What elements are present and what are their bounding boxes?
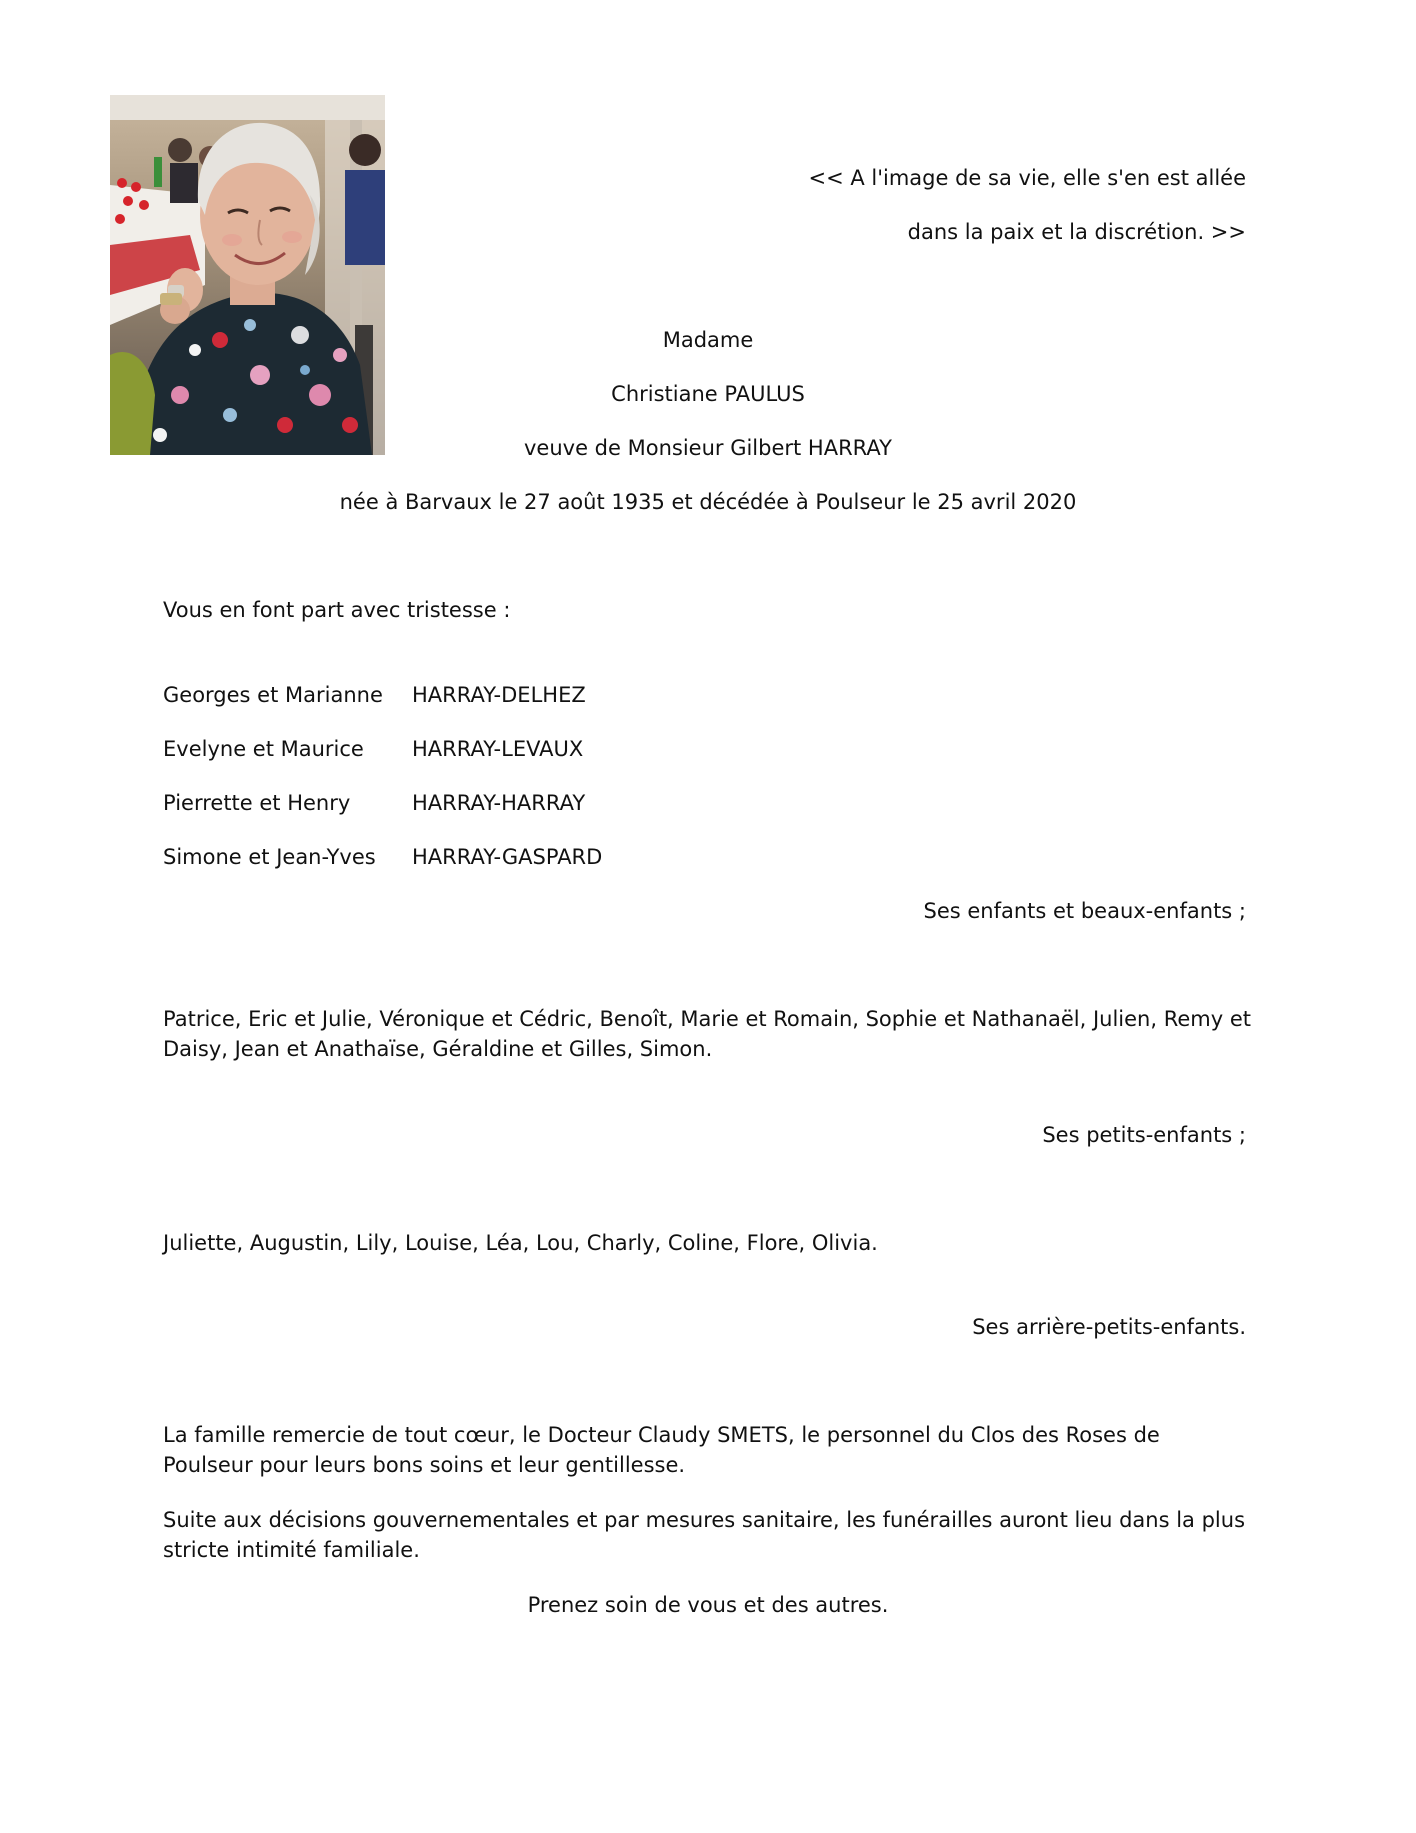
- child-names: Pierrette et Henry: [163, 791, 351, 815]
- deceased-title: Madame: [662, 328, 754, 352]
- deceased-widow-of: veuve de Monsieur Gilbert HARRAY: [524, 436, 892, 460]
- great-grandchildren-label: Ses arrière-petits-enfants.: [972, 1315, 1246, 1339]
- thanks-paragraph: La famille remercie de tout cœur, le Docteur Claudy SMETS, le personnel du Clos des Roses de Poulseur pour leurs bons soins et leur gentillesse.: [163, 1423, 1160, 1477]
- grandchildren-list: Patrice, Eric et Julie, Véronique et Cédric, Benoît, Marie et Romain, Sophie et Nathanaël, Julien, Remy et Daisy, Jean et Anathaïse, Géraldine et Gilles, Simon.: [163, 1007, 1251, 1061]
- great-grandchildren-list: Juliette, Augustin, Lily, Louise, Léa, Lou, Charly, Coline, Flore, Olivia.: [163, 1231, 878, 1255]
- child-names: Georges et Marianne: [163, 683, 383, 707]
- child-family: HARRAY-LEVAUX: [412, 737, 584, 761]
- funeral-note: Suite aux décisions gouvernementales et par mesures sanitaire, les funérailles auront lieu dans la plus stricte intimité familiale.: [163, 1508, 1246, 1562]
- deceased-dates: née à Barvaux le 27 août 1935 et décédée à Poulseur le 25 avril 2020: [339, 490, 1077, 514]
- closing-line: Prenez soin de vous et des autres.: [527, 1593, 889, 1617]
- child-names: Evelyne et Maurice: [163, 737, 364, 761]
- grandchildren-label: Ses petits-enfants ;: [1042, 1123, 1246, 1147]
- child-family: HARRAY-DELHEZ: [412, 683, 586, 707]
- quote-line-1: << A l'image de sa vie, elle s'en est allée: [808, 166, 1246, 190]
- children-label: Ses enfants et beaux-enfants ;: [923, 899, 1246, 923]
- deceased-name: Christiane PAULUS: [611, 382, 805, 406]
- child-family: HARRAY-HARRAY: [412, 791, 586, 815]
- child-names: Simone et Jean-Yves: [163, 845, 376, 869]
- child-family: HARRAY-GASPARD: [412, 845, 603, 869]
- intro-text: Vous en font part avec tristesse :: [163, 598, 511, 622]
- quote-line-2: dans la paix et la discrétion. >>: [907, 220, 1246, 244]
